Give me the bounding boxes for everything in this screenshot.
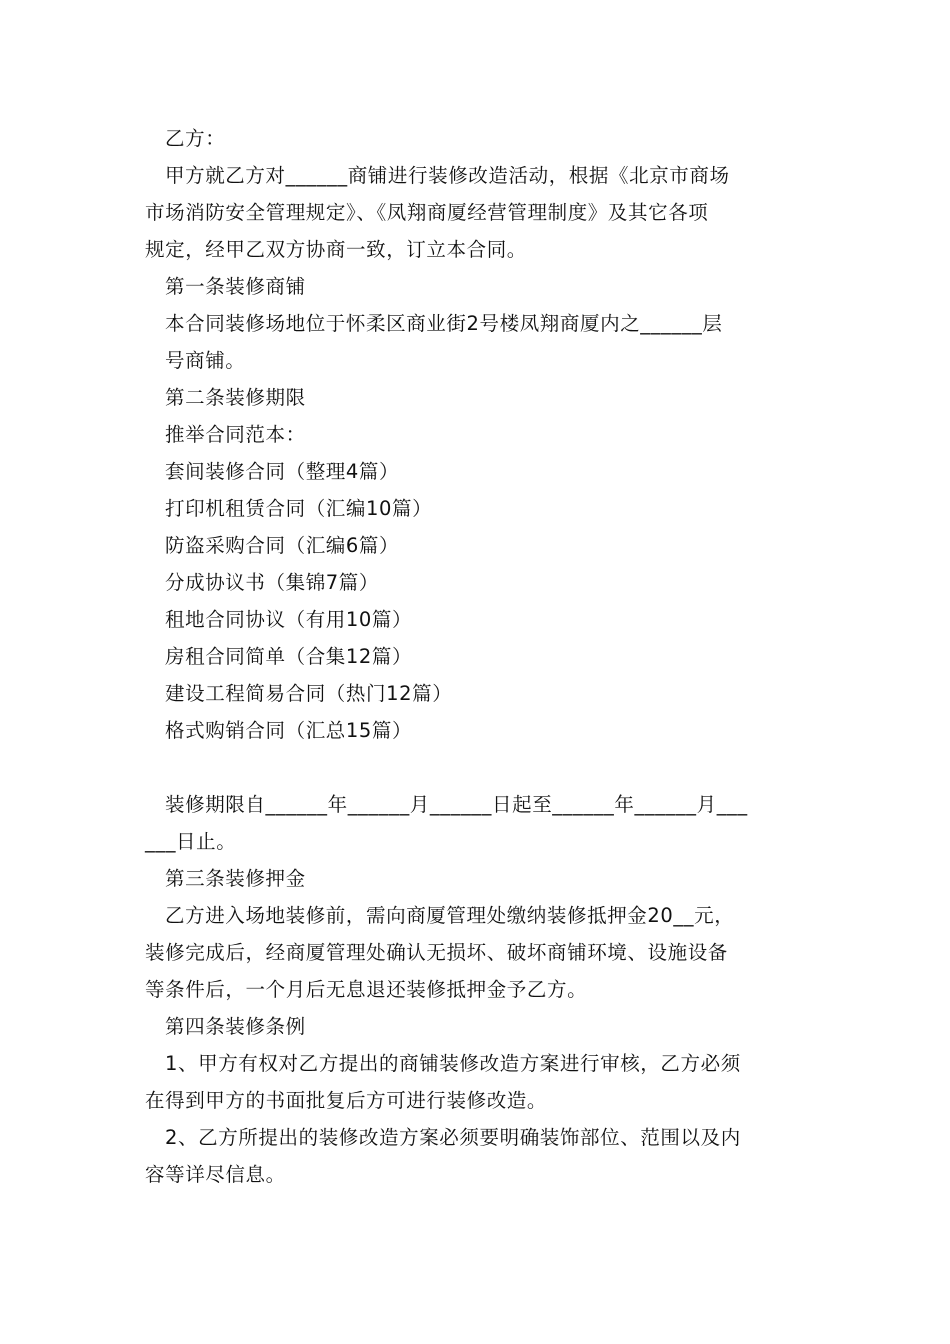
text-line: 打印机租赁合同（汇编10篇） — [165, 497, 433, 520]
text-line: 号商铺。 — [165, 349, 246, 372]
text-line: 推举合同范本： — [165, 423, 306, 446]
text-line: 甲方就乙方对______商铺进行装修改造活动，根据《北京市商场 — [165, 164, 730, 187]
text-line: 防盗采购合同（汇编6篇） — [165, 534, 400, 557]
text-line: 套间装修合同（整理4篇） — [165, 460, 400, 483]
text-line: 第四条装修条例 — [165, 1015, 306, 1038]
text-line: 装修期限自______年______月______日起至______年______月___ — [165, 793, 748, 816]
text-line: 乙方： — [165, 127, 226, 150]
text-line: 规定，经甲乙双方协商一致，订立本合同。 — [145, 238, 527, 261]
text-line: 分成协议书（集锦7篇） — [165, 571, 380, 594]
text-line: 房租合同简单（合集12篇） — [165, 645, 413, 668]
text-line: 第二条装修期限 — [165, 386, 306, 409]
text-line: 容等详尽信息。 — [145, 1163, 286, 1186]
text-line: 在得到甲方的书面批复后方可进行装修改造。 — [145, 1089, 548, 1112]
text-line: 1、甲方有权对乙方提出的商铺装修改造方案进行审核，乙方必须 — [165, 1052, 741, 1075]
text-line: 等条件后，一个月后无息退还装修抵押金予乙方。 — [145, 978, 588, 1001]
text-line: ___日止。 — [145, 830, 237, 853]
text-line: 市场消防安全管理规定》、《凤翔商厦经营管理制度》及其它各项 — [145, 201, 709, 224]
text-line: 第一条装修商铺 — [165, 275, 306, 298]
text-line: 2、乙方所提出的装修改造方案必须要明确装饰部位、范围以及内 — [165, 1126, 741, 1149]
text-line: 本合同装修场地位于怀柔区商业街2号楼凤翔商厦内之______层 — [165, 312, 723, 335]
text-line: 装修完成后，经商厦管理处确认无损坏、破坏商铺环境、设施设备 — [145, 941, 728, 964]
text-line: 租地合同协议（有用10篇） — [165, 608, 413, 631]
contract-body — [145, 120, 810, 1193]
text-line: 建设工程简易合同（热门12篇） — [165, 682, 453, 705]
blank-line — [145, 749, 810, 786]
text-line: 格式购销合同（汇总15篇） — [165, 719, 413, 742]
text-line: 第三条装修押金 — [165, 867, 306, 890]
text-line: 乙方进入场地装修前，需向商厦管理处缴纳装修抵押金20__元， — [165, 904, 735, 927]
